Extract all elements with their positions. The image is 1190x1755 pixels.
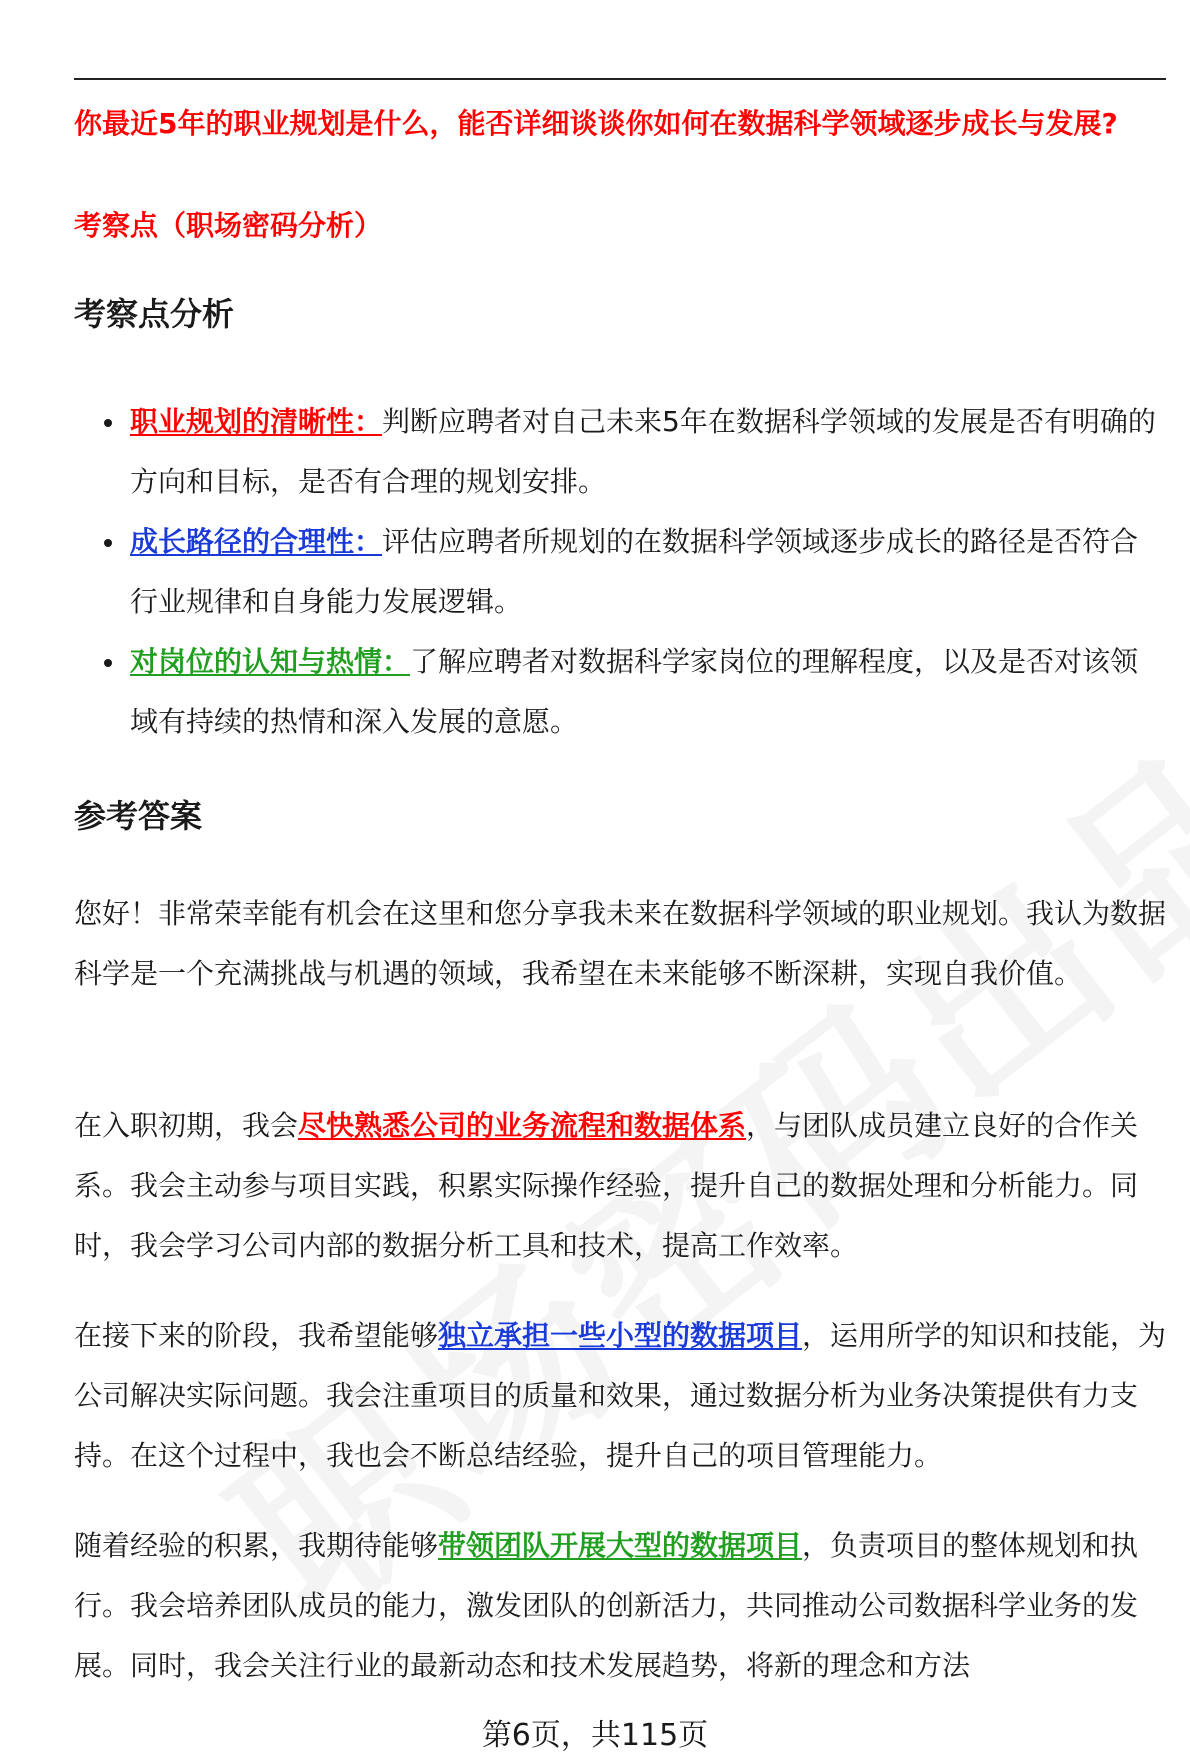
highlight-phrase: 带领团队开展大型的数据项目 [438,1529,803,1562]
answer-paragraph [74,884,1168,1004]
bullet-key: 成长路径的合理性： [130,525,383,558]
highlight-phrase: 尽快熟悉公司的业务流程和数据体系 [298,1109,747,1142]
paragraph-text: 在入职初期，我会 [74,1109,299,1142]
answer-paragraph [74,1096,1168,1276]
header-rule [74,78,1166,80]
answer-paragraph [74,1306,1168,1486]
list-item [0,392,1190,512]
paragraph-text: 在接下来的阶段，我希望能够 [74,1319,439,1352]
answer-heading: 参考答案 [74,797,203,835]
bullet-text: 评估应聘者所规划的在数据科学领域逐步成长的路径是否符合行业规律和自身能力发展逻辑。 [130,525,1139,618]
page-footer: 第6页，共115页 [481,1718,709,1753]
exam-point-label: 考察点（职场密码分析） [74,209,383,242]
bullet-text: 了解应聘者对数据科学家岗位的理解程度，以及是否对该领域有持续的热情和深入发展的意愿。 [130,645,1139,738]
paragraph-text: ，运用所学的知识和技能，为公司解决实际问题。我会注重项目的质量和效果，通过数据分析为业务决策提供有力支持。在这个过程中，我也会不断总结经验，提升自己的项目管理能力。 [74,1319,1167,1472]
bullet-key: 对岗位的认知与热情： [130,645,411,678]
question-title: 你最近5年的职业规划是什么，能否详细谈谈你如何在数据科学领域逐步成长与发展? [74,107,1118,140]
answer-paragraph [74,1516,1168,1696]
analysis-list [0,392,1190,752]
bullet-key: 职业规划的清晰性： [130,405,383,438]
analysis-heading: 考察点分析 [74,295,235,333]
list-item [0,512,1190,632]
bullet-text: 判断应聘者对自己未来5年在数据科学领域的发展是否有明确的方向和目标，是否有合理的规划安排。 [130,405,1156,498]
list-item [0,632,1190,752]
paragraph-text: ，与团队成员建立良好的合作关系。我会主动参与项目实践，积累实际操作经验，提升自己的数据处理和分析能力。同时，我会学习公司内部的数据分析工具和技术，提高工作效率。 [74,1109,1139,1262]
paragraph-text: ，负责项目的整体规划和执行。我会培养团队成员的能力，激发团队的创新活力，共同推动公司数据科学业务的发展。同时，我会关注行业的最新动态和技术发展趋势，将新的理念和方法 [74,1529,1139,1682]
highlight-phrase: 独立承担一些小型的数据项目 [438,1319,803,1352]
paragraph-text: 您好！非常荣幸能有机会在这里和您分享我未来在数据科学领域的职业规划。我认为数据科学是一个充满挑战与机遇的领域，我希望在未来能够不断深耕，实现自我价值。 [74,897,1167,990]
paragraph-text: 随着经验的积累，我期待能够 [74,1529,439,1562]
